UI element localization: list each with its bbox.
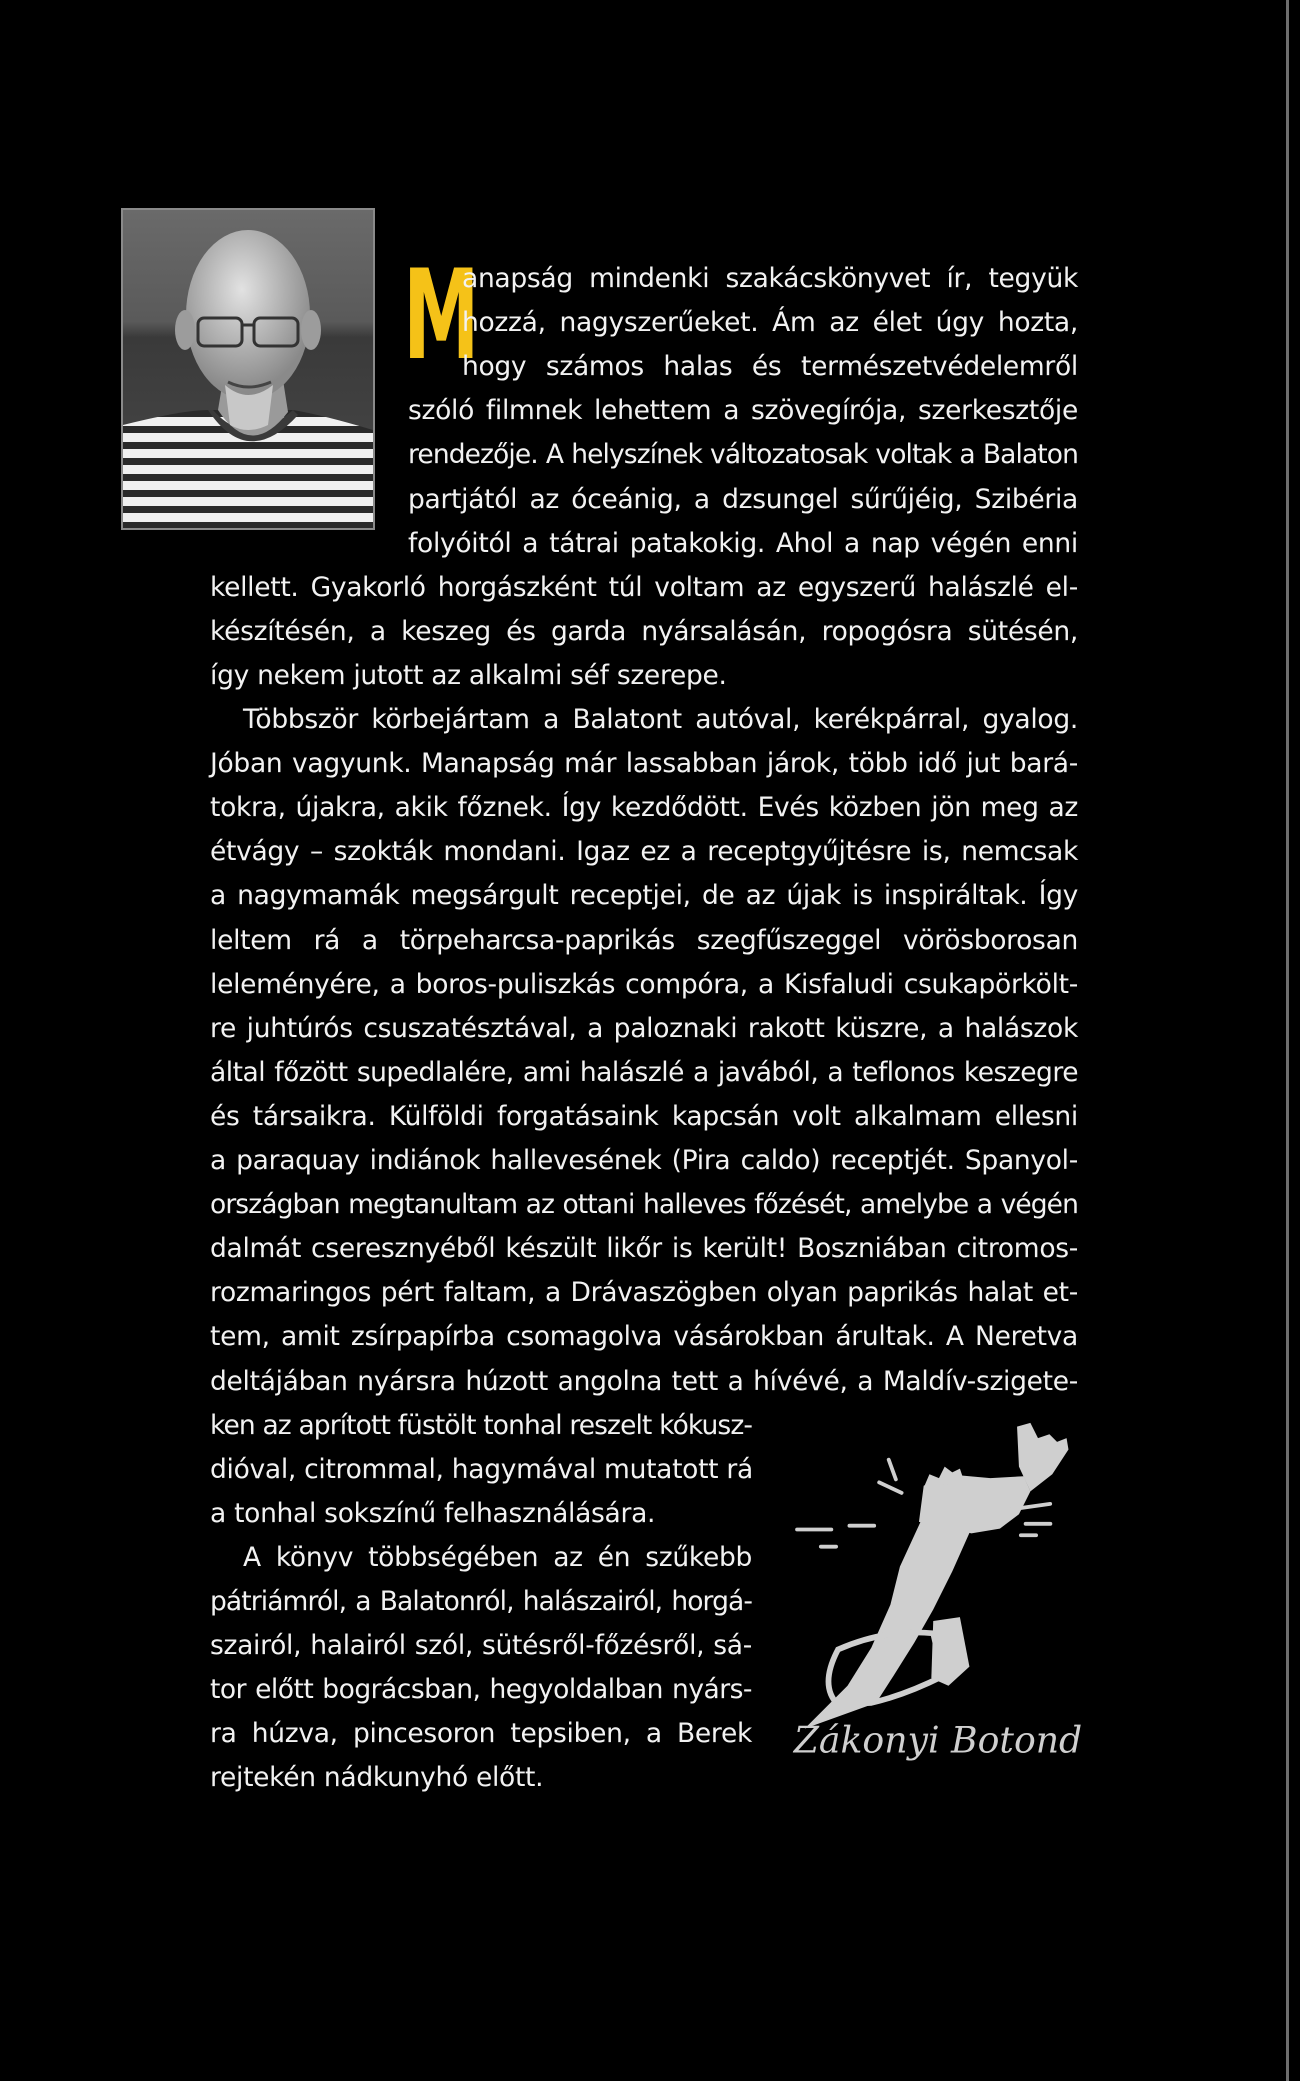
text-line: leltem rá a törpeharcsa-paprikás szegfűszeggel vörösborosan: [210, 924, 1078, 956]
text-line: tor előtt bográcsban, hegyoldalban nyárs-: [210, 1674, 752, 1706]
text-line: országban megtanultam az ottani halleves főzését, amelybe a végén: [210, 1189, 1078, 1221]
text-line: anapság mindenki szakácskönyvet ír, tegyük: [462, 263, 1078, 294]
text-line: ra húzva, pincesoron tepsiben, a Berek: [210, 1718, 752, 1750]
text-line: tokra, újakra, akik főznek. Így kezdődött. Evés közben jön meg az: [210, 792, 1078, 824]
text-line: partjától az óceánig, a dzsungel sűrűjéig, Szibéria: [408, 483, 1078, 515]
text-line: pátriámról, a Balatonról, halászairól, horgá-: [210, 1586, 752, 1617]
text-line: étvágy – szokták mondani. Igaz ez a receptgyűjtésre is, nemcsak: [210, 836, 1078, 868]
text-line: Többször körbejártam a Balatont autóval, kerékpárral, gyalog.: [243, 704, 1078, 735]
text-line: rozmaringos pért faltam, a Drávaszögben olyan paprikás halat et-: [210, 1277, 1078, 1309]
text-line: folyóitól a tátrai patakokig. Ahol a nap végén enni: [408, 527, 1078, 559]
text-line: leleményére, a boros-puliszkás compóra, a Kisfaludi csukapörkölt-: [210, 968, 1078, 1000]
text-line: a tonhal sokszínű felhasználására.: [210, 1497, 656, 1529]
drop-cap: M: [403, 244, 476, 388]
text-line: kellett. Gyakorló horgászként túl voltam az egyszerű halászlé el-: [210, 571, 1078, 603]
quill-fish-icon: [795, 1423, 1068, 1729]
text-line: így nekem jutott az alkalmi séf szerepe.: [210, 659, 727, 691]
author-photo: [121, 208, 375, 530]
text-line: készítésén, a keszeg és garda nyársalásán, ropogósra sütésén,: [210, 615, 1078, 647]
text-line: dalmát cseresznyéből készült likőr is került! Boszniában citromos-: [210, 1233, 1078, 1265]
text-line: és társaikra. Külföldi forgatásaink kapcsán volt alkalmam ellesni: [210, 1100, 1078, 1132]
text-line: Jóban vagyunk. Manapság már lassabban járok, több idő jut bará-: [210, 748, 1078, 780]
text-line: hozzá, nagyszerűeket. Ám az élet úgy hozta,: [462, 307, 1078, 339]
text-line: szóló filmnek lehettem a szövegírója, szerkesztője: [408, 395, 1078, 427]
text-line: rejtekén nádkunyhó előtt.: [210, 1762, 544, 1794]
text-line: dióval, citrommal, hagymával mutatott rá: [210, 1453, 753, 1485]
text-line: deltájában nyársra húzott angolna tett a hívévé, a Maldív-szigete-: [210, 1365, 1078, 1397]
quill-fish-illustration: [778, 1400, 1098, 1800]
author-portrait-image: [123, 210, 373, 528]
text-line: a paraquay indiánok hallevesének (Pira caldo) receptjét. Spanyol-: [210, 1145, 1078, 1176]
text-line: re juhtúrós csuszatésztával, a paloznaki rakott küszre, a halászok: [210, 1012, 1078, 1044]
signature: Zákonyi Botond: [793, 1718, 1083, 1762]
page-edge-line: [1286, 0, 1289, 2081]
text-line: ken az aprított füstölt tonhal reszelt kókusz-: [210, 1409, 752, 1441]
text-line: rendezője. A helyszínek változatosak voltak a Balaton: [408, 439, 1078, 471]
text-line: tem, amit zsírpapírba csomagolva vásárokban árultak. A Neretva: [210, 1321, 1078, 1353]
text-line: hogy számos halas és természetvédelemről: [462, 351, 1078, 383]
text-line: által főzött supedlalére, ami halászlé a javából, a teflonos keszegre: [210, 1056, 1078, 1088]
text-line: a nagymamák megsárgult receptjei, de az újak is inspiráltak. Így: [210, 880, 1078, 912]
text-line: A könyv többségében az én szűkebb: [243, 1541, 752, 1573]
text-line: szairól, halairól szól, sütésről-főzésről, sá-: [210, 1630, 752, 1662]
